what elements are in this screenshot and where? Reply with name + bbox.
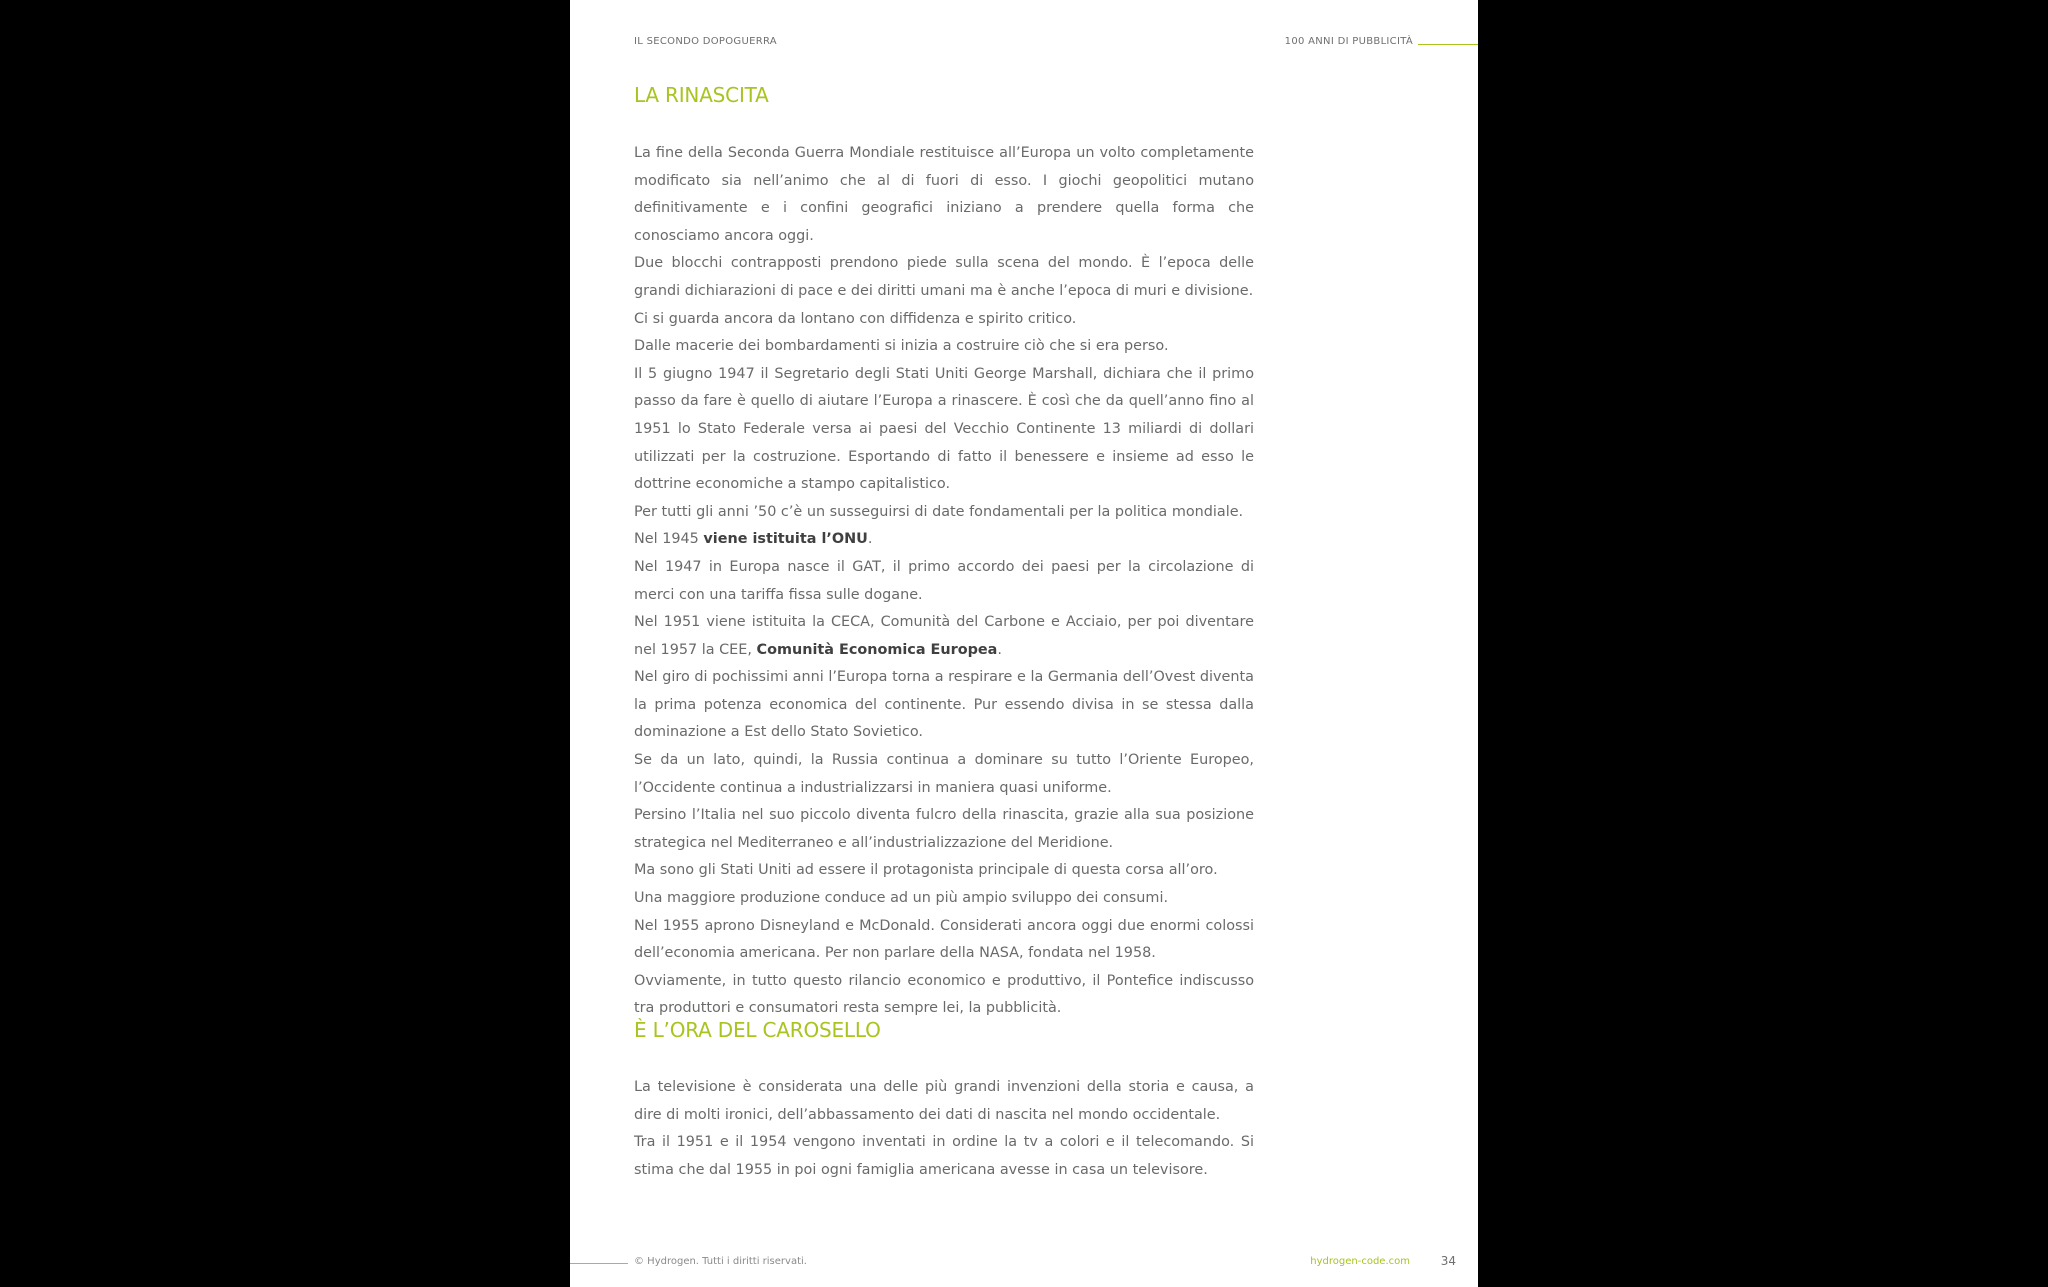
text-run: Nel 1951 viene istituita la CECA, Comunità del Carbone e Acciaio, per poi diventare nel 1957 la CEE, — [634, 614, 1254, 658]
section-title-carosello: È L’ORA DEL CAROSELLO — [634, 1018, 881, 1042]
paragraph — [634, 857, 1254, 885]
footer-website-link[interactable]: hydrogen-code.com — [1310, 1256, 1410, 1267]
paragraph — [634, 499, 1254, 527]
footer-copyright: © Hydrogen. Tutti i diritti riservati. — [634, 1256, 807, 1267]
text-run: Due blocchi contrapposti prendono piede sulla scena del mondo. È l’epoca delle grandi dichiarazioni di pace e dei diritti umani ma è anche l’epoca di muri e divisione. — [634, 255, 1254, 299]
text-run: La televisione è considerata una delle più grandi invenzioni della storia e causa, a dire di molti ironici, dell’abbassamento dei dati di nascita nel mondo occidentale. — [634, 1079, 1254, 1123]
paragraph — [634, 913, 1254, 968]
bold-text: Comunità Economica Europea — [756, 641, 998, 658]
paragraph — [634, 664, 1254, 747]
footer-accent-rule — [570, 1263, 628, 1264]
page-number: 34 — [1440, 1254, 1456, 1268]
text-run: . — [997, 641, 1002, 658]
text-run: . — [867, 531, 873, 548]
paragraph — [634, 140, 1254, 250]
paragraph — [634, 250, 1254, 305]
text-run: Tra il 1951 e il 1954 vengono inventati in ordine la tv a colori e il telecomando. Si stima che dal 1955 in poi ogni famiglia americana avesse in casa un televisore. — [634, 1134, 1254, 1178]
paragraph — [634, 609, 1254, 664]
text-run: Una maggiore produzione conduce ad un più ampio sviluppo dei consumi. — [634, 890, 1169, 907]
paragraph — [634, 968, 1254, 1023]
paragraph — [634, 554, 1254, 609]
section-body-rinascita — [634, 140, 1254, 1023]
text-run: Dalle macerie dei bombardamenti si inizia a costruire ciò che si era perso. — [634, 338, 1169, 355]
text-run: Nel 1945 — [634, 531, 704, 548]
document-page — [570, 0, 1478, 1287]
text-run: Nel giro di pochissimi anni l’Europa torna a respirare e la Germania dell’Ovest diventa la prima potenza economica del continente. Pur essendo divisa in se stessa dalla dominazione a Est dello Stato Sovietico. — [634, 669, 1254, 741]
text-run: Ovviamente, in tutto questo rilancio economico e produttivo, il Pontefice indiscusso tra produttori e consumatori resta sempre lei, la pubblicità. — [634, 972, 1254, 1017]
running-header-chapter: IL SECONDO DOPOGUERRA — [634, 36, 777, 47]
paragraph — [634, 526, 1254, 554]
paragraph — [634, 306, 1254, 334]
text-run: Se da un lato, quindi, la Russia continua a dominare su tutto l’Oriente Europeo, l’Occidente continua a industrializzarsi in maniera quasi uniforme. — [634, 752, 1254, 796]
paragraph — [634, 1129, 1254, 1184]
section-title-rinascita: LA RINASCITA — [634, 83, 769, 107]
paragraph — [634, 885, 1254, 913]
paragraph — [634, 802, 1254, 857]
text-run: La fine della Seconda Guerra Mondiale restituisce all’Europa un volto completamente modificato sia nell’animo che al di fuori di esso. I giochi geopolitici mutano definitivamente e i confini geografici iniziano a prendere quella forma che conosciamo ancora oggi. — [634, 145, 1254, 244]
text-run: Nel 1955 aprono Disneyland e McDonald. Considerati ancora oggi due enormi colossi dell’economia americana. Per non parlare della NASA, fondata nel 1958. — [634, 917, 1254, 962]
header-accent-rule — [1418, 44, 1478, 45]
paragraph — [634, 747, 1254, 802]
text-run: Ci si guarda ancora da lontano con diffidenza e spirito critico. — [634, 310, 1077, 327]
text-run: Per tutti gli anni ’50 c’è un susseguirsi di date fondamentali per la politica mondiale. — [634, 503, 1244, 520]
paragraph — [634, 1074, 1254, 1129]
section-body-carosello — [634, 1074, 1254, 1184]
text-run: Nel 1947 in Europa nasce il GAT, il primo accordo dei paesi per la circolazione di merci con una tariffa fissa sulle dogane. — [634, 558, 1254, 603]
text-run: Persino l’Italia nel suo piccolo diventa fulcro della rinascita, grazie alla sua posizione strategica nel Mediterraneo e all’industrializzazione del Meridione. — [634, 807, 1254, 851]
bold-text: viene istituita l’ONU — [703, 531, 868, 548]
running-header-book-title: 100 ANNI DI PUBBLICITÀ — [1284, 36, 1413, 47]
paragraph — [634, 333, 1254, 361]
text-run: Ma sono gli Stati Uniti ad essere il protagonista principale di questa corsa all’oro. — [634, 862, 1218, 879]
text-run: Il 5 giugno 1947 il Segretario degli Stati Uniti George Marshall, dichiara che il primo passo da fare è quello di aiutare l’Europa a rinascere. È così che da quell’anno fino al 1951 lo Stato Federale versa ai paesi del Vecchio Continente 13 miliardi di dollari utilizzati per la costruzione. Esportando di fatto il benessere e insieme ad esso le dottrine economiche a stampo capitalistico. — [634, 365, 1254, 493]
paragraph — [634, 361, 1254, 499]
